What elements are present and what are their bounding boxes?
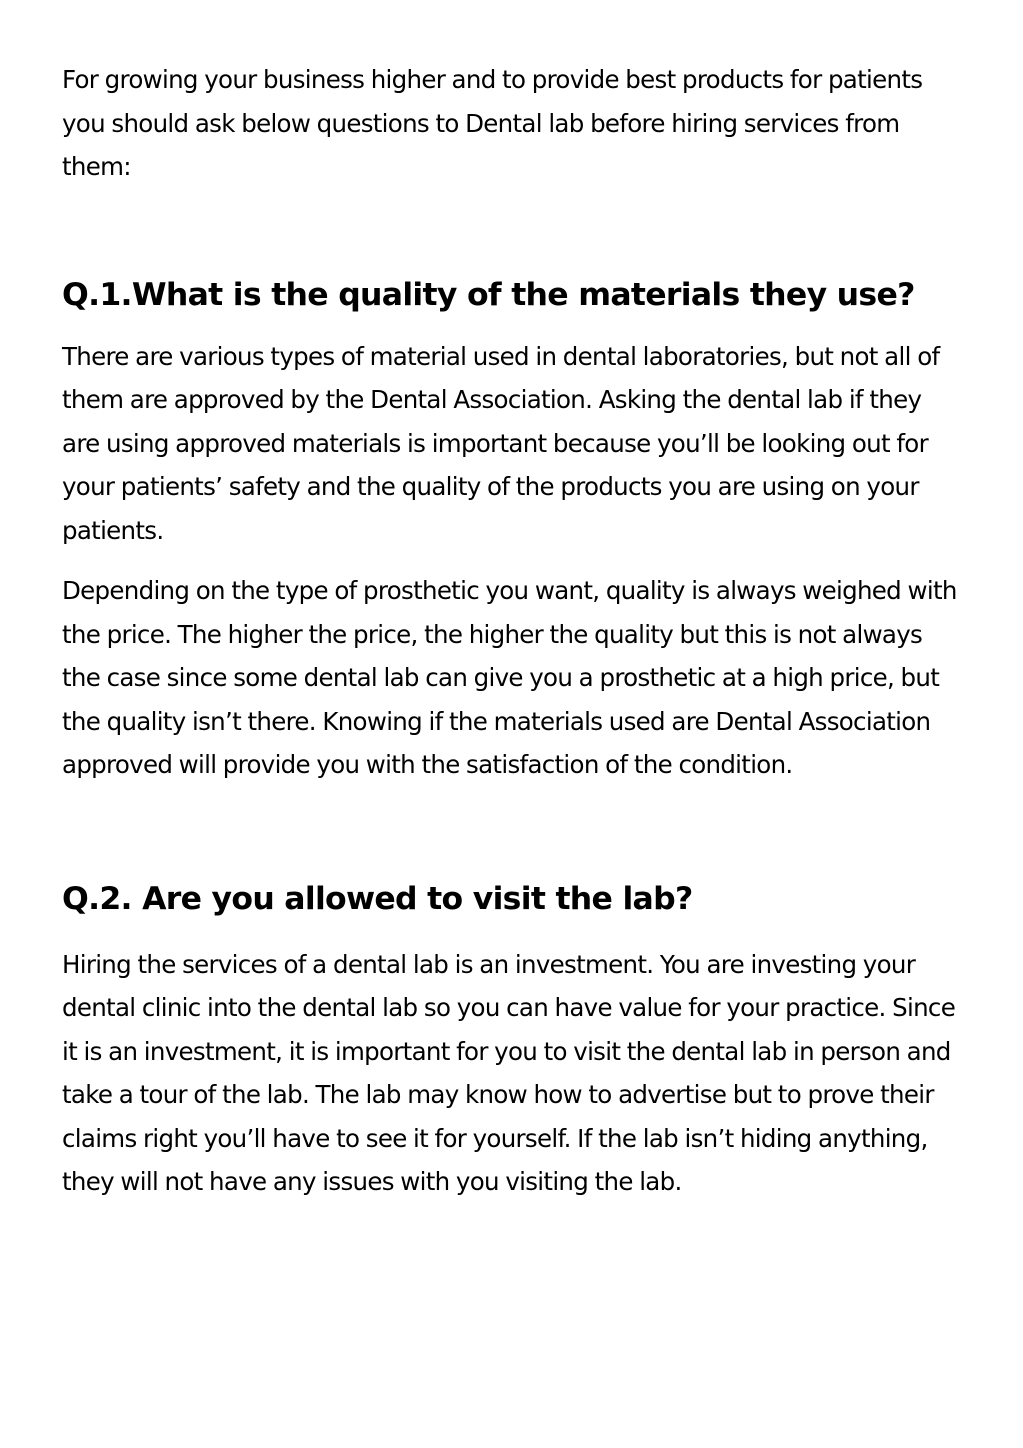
section-heading-q1: Q.1.What is the quality of the materials they use? [62,276,915,313]
section-q1-paragraph-1: There are various types of material used in dental laboratories, but not all of them are approved by the Dental Association. Asking the dental lab if they are using approved materials is important because you’ll be looking out for your patients’ safety and the quality of the products you are using on your patients. [62,341,940,545]
section-q2-paragraph-1: Hiring the services of a dental lab is an investment. You are investing your dental clinic into the dental lab so you can have value for your practice. Since it is an investment, it is important for you to visit the dental lab in person and take a tour of the lab. The lab may know how to advertise but to prove their claims right you’ll have to see it for yourself. If the lab isn’t hiding anything, they will not have any issues with you visiting the lab. [62,949,956,1196]
section-q1-paragraph-2: Depending on the type of prosthetic you want, quality is always weighed with the price. The higher the price, the higher the quality but this is not always the case since some dental lab can give you a prosthetic at a high price, but the quality isn’t there. Knowing if the materials used are Dental Association approved will provide you with the satisfaction of the condition. [62,576,957,779]
intro-paragraph: For growing your business higher and to provide best products for patients you should ask below questions to Dental lab before hiring services from them: [62,65,923,181]
section-heading-q2: Q.2. Are you allowed to visit the lab? [62,880,693,917]
